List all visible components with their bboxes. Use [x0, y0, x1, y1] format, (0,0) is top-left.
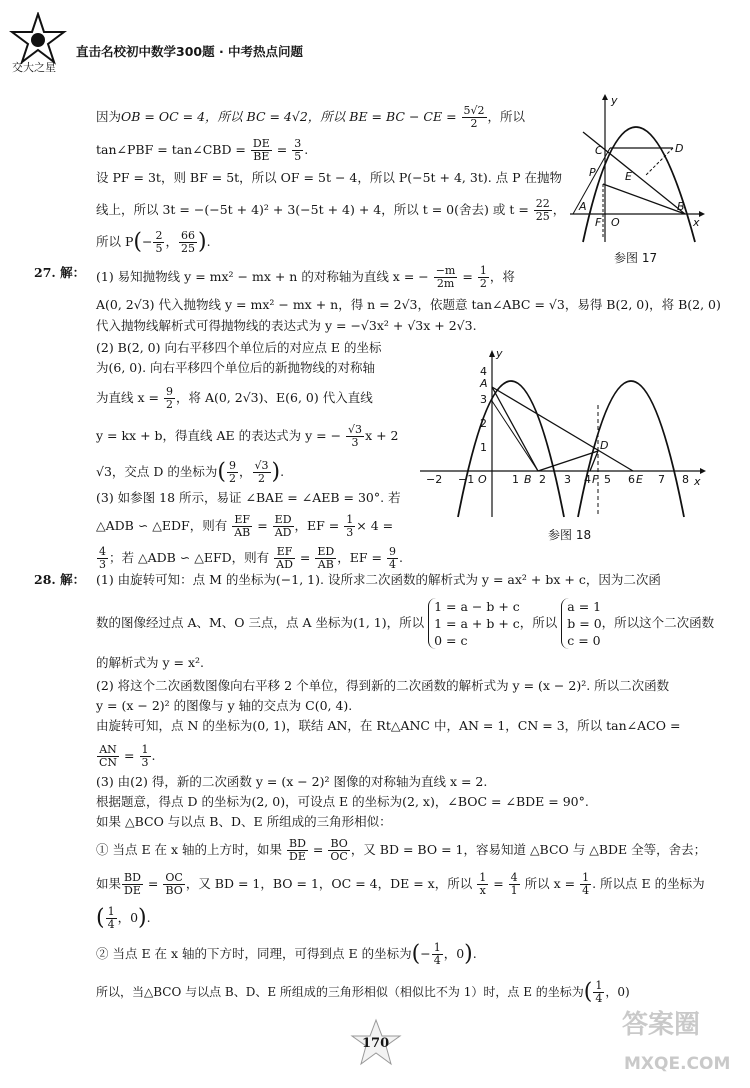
p28-line9: 根据题意，得点 D 的坐标为(2, 0)，可设点 E 的坐标为(2, x)，∠BOC = ∠BDE = 90°. [96, 794, 589, 809]
fig17-label-y: y [611, 94, 618, 107]
fig18-xtick: −2 [426, 473, 443, 486]
sol26-line1: 因为OB = OC = 4，所以 BC = 4√2，所以 BE = BC − CE = $\frac{5√2}{2}$ ，所以 [96, 104, 526, 130]
p28-line6: 由旋转可知，点 N 的坐标为(0, 1)，联结 AN，在 Rt△ANC 中，AN = 1，CN = 3，所以 tan∠ACO = [96, 718, 681, 733]
fig17-label-p: P [589, 166, 596, 179]
figure-17-caption: 参图 17 [614, 251, 658, 265]
p28-line13: ( $\frac{1}{4}$ ，0). [96, 905, 151, 931]
figure-18 [418, 345, 708, 520]
sol26-line4: 线上，所以 3t = −(−5t + 4)² + 3(−5t + 4) + 4，所以 t = 0(舍去) 或 t = $\frac{22}{25}$ ， [96, 197, 566, 223]
fig18-xtick: 5 [604, 473, 611, 486]
figure-18-caption: 参图 18 [548, 528, 592, 542]
fig18-xtick: 4 [584, 473, 591, 486]
p27-line1: (1) 易知抛物线 y = mx² − mx + n 的对称轴为直线 x = − $\frac{-m}{2m}$ = $\frac{1}{2}$ ，将 [96, 264, 515, 290]
fig18-xtick: 7 [658, 473, 665, 486]
p28-line14: ② 当点 E 在 x 轴的下方时，同理，可得到点 E 的坐标为(− $\frac{1}{4}$ ，0). [96, 941, 477, 967]
p28-line12: 如果 $\frac{BD}{DE}$ = $\frac{OC}{BO}$ ，又 BD = 1，BO = 1，OC = 4，DE = x，所以 $\frac{1}{x}$ = $\frac{4}{1}$ 所以 x = $\frac{1}{4}$ . 所以点 E 的坐标为 [96, 871, 705, 897]
fig18-label-e: E [636, 473, 643, 486]
fig18-parabola-1 [458, 381, 564, 517]
watermark-title: 答案圈 [622, 1010, 701, 1040]
fig18-label-o: O [478, 473, 487, 486]
p28-line11: ① 当点 E 在 x 轴的上方时，如果 $\frac{BD}{DE}$ = $\frac{BO}{OC}$ ，又 BD = BO = 1，容易知道 △BCO 与 △BDE 全等，舍去； [96, 837, 707, 863]
p27-line8: √3，交点 D 的坐标为( $\frac{9}{2}$ ， $\frac{√3}{2}$ ). [96, 459, 285, 485]
page-number: 170 [362, 1036, 390, 1051]
fig18-xtick: 3 [564, 473, 571, 486]
fig18-label-y: y [496, 347, 503, 360]
fig18-ytick: 4 [480, 365, 487, 378]
p27-line9: (3) 如参图 18 所示，易证 ∠BAE = ∠AEB = 30°. 若 [96, 490, 401, 505]
equation-system-2: a = 1 b = 0 c = 0 [561, 598, 601, 649]
sol26-line3: 设 PF = 3t，则 BF = 5t，所以 OF = 5t − 4，所以 P(−5t + 4, 3t). 点 P 在抛物 [96, 170, 563, 185]
p28-line8: (3) 由(2) 得，新的二次函数 y = (x − 2)² 图像的对称轴为直线 x = 2. [96, 774, 488, 789]
fig17-pb [603, 184, 685, 214]
problem-28-number: 28. 解： [34, 572, 86, 587]
fig17-x-arrow-icon [699, 211, 705, 217]
sol26-line2: tan∠PBF = tan∠CBD = $\frac{DE}{BE}$ = $\frac{3}{5}$ . [96, 137, 309, 163]
p27-line11: $\frac{4}{3}$ ；若 △ADB ∽ △EFD，则有 $\frac{EF}{AD}$ = $\frac{ED}{AB}$ ，EF = $\frac{9}{4}$ . [99, 545, 403, 571]
p27-line5: 为(6, 0). 向右平移四个单位后的新抛物线的对称轴 [96, 360, 376, 375]
fig18-label-x: x [694, 475, 701, 488]
p28-line10: 如果 △BCO 与以点 B、D、E 所组成的三角形相似： [96, 814, 392, 829]
fig17-label-c: C [595, 144, 603, 157]
fig18-y-arrow-icon [489, 350, 495, 357]
fig18-ytick: 3 [480, 393, 487, 406]
fig18-xtick: 8 [682, 473, 689, 486]
fig17-de [645, 148, 673, 176]
fig18-ytick: 1 [480, 441, 487, 454]
p28-line2: 数的图像经过点 A、M、O 三点，点 A 坐标为(1, 1)，所以 1 = a − b + c 1 = a + b + c 0 = c ，所以 a = 1 b = 0 c = 0 ，所以这个二次函数 [96, 599, 715, 648]
p27-line2: A(0, 2√3) 代入抛物线 y = mx² − mx + n，得 n = 2√3，依题意 tan∠ABC = √3，易得 B(2, 0)，将 B(2, 0) [96, 297, 721, 312]
watermark-url: MXQE.COM [624, 1054, 731, 1074]
fig18-label-f: F [592, 473, 599, 486]
fig17-label-x: x [693, 216, 700, 229]
fig18-ytick: 2 [480, 417, 487, 430]
fig18-label-b: B [524, 473, 532, 486]
p28-line5: y = (x − 2)² 的图像与 y 轴的交点为 C(0, 4). [96, 698, 353, 713]
fig18-parabola-2 [578, 381, 684, 517]
header-title: 直击名校初中数学300题 · 中考热点问题 [76, 44, 304, 59]
fig18-aux [492, 401, 538, 471]
p28-line3: 的解析式为 y = x². [96, 655, 204, 670]
fig18-label-a: A [480, 377, 488, 390]
fig18-xtick: 6 [628, 473, 635, 486]
fig18-x-arrow-icon [700, 468, 706, 474]
p27-line10: △ADB ∽ △EDF，则有 $\frac{EF}{AB}$ = $\frac{ED}{AD}$ ，EF = $\frac{1}{3}$ × 4 = [96, 513, 394, 539]
p28-line15: 所以，当△BCO 与以点 B、D、E 所组成的三角形相似（相似比不为 1）时，点 E 的坐标为( $\frac{1}{4}$ ，0) [96, 979, 630, 1005]
p28-line4: (2) 将这个二次函数图像向右平移 2 个单位，得到新的二次函数的解析式为 y = (x − 2)². 所以二次函数 [96, 678, 670, 693]
p27-line6: 为直线 x = $\frac{9}{2}$ ，将 A(0, 2√3)、E(6, 0) 代入直线 [96, 385, 373, 411]
p28-line7: $\frac{AN}{CN}$ = $\frac{1}{3}$ . [99, 743, 156, 769]
fig17-label-d: D [675, 142, 684, 155]
fig18-label-d: D [600, 439, 609, 452]
fig17-label-a: A [579, 200, 587, 213]
fig17-label-e: E [625, 170, 632, 183]
p27-line3: 代入抛物线解析式可得抛物线的表达式为 y = −√3x² + √3x + 2√3. [96, 318, 477, 333]
fig18-xtick: −1 [458, 473, 475, 486]
fig18-xtick: 2 [539, 473, 546, 486]
sol26-line5: 所以 P(− $\frac{2}{5}$ ， $\frac{66}{25}$ ). [96, 229, 211, 255]
logo-text: 交大之星 [12, 61, 56, 74]
fig17-label-o: O [611, 216, 620, 229]
p28-line1: (1) 由旋转可知：点 M 的坐标为(−1, 1). 设所求二次函数的解析式为 y = ax² + bx + c，因为二次函 [96, 572, 661, 587]
equation-system-1: 1 = a − b + c 1 = a + b + c 0 = c [428, 598, 520, 649]
fig17-label-f: F [595, 216, 602, 229]
p27-line7: y = kx + b，得直线 AE 的表达式为 y = − $\frac{√3}{3}$ x + 2 [96, 423, 399, 449]
fig18-xtick: 1 [512, 473, 519, 486]
fig17-y-arrow-icon [602, 94, 608, 100]
fig17-label-b: B [677, 200, 685, 213]
figure-17 [565, 92, 705, 244]
problem-27-number: 27. 解： [34, 265, 86, 280]
p27-line4: (2) B(2, 0) 向右平移四个单位后的对应点 E 的坐标 [96, 340, 382, 355]
